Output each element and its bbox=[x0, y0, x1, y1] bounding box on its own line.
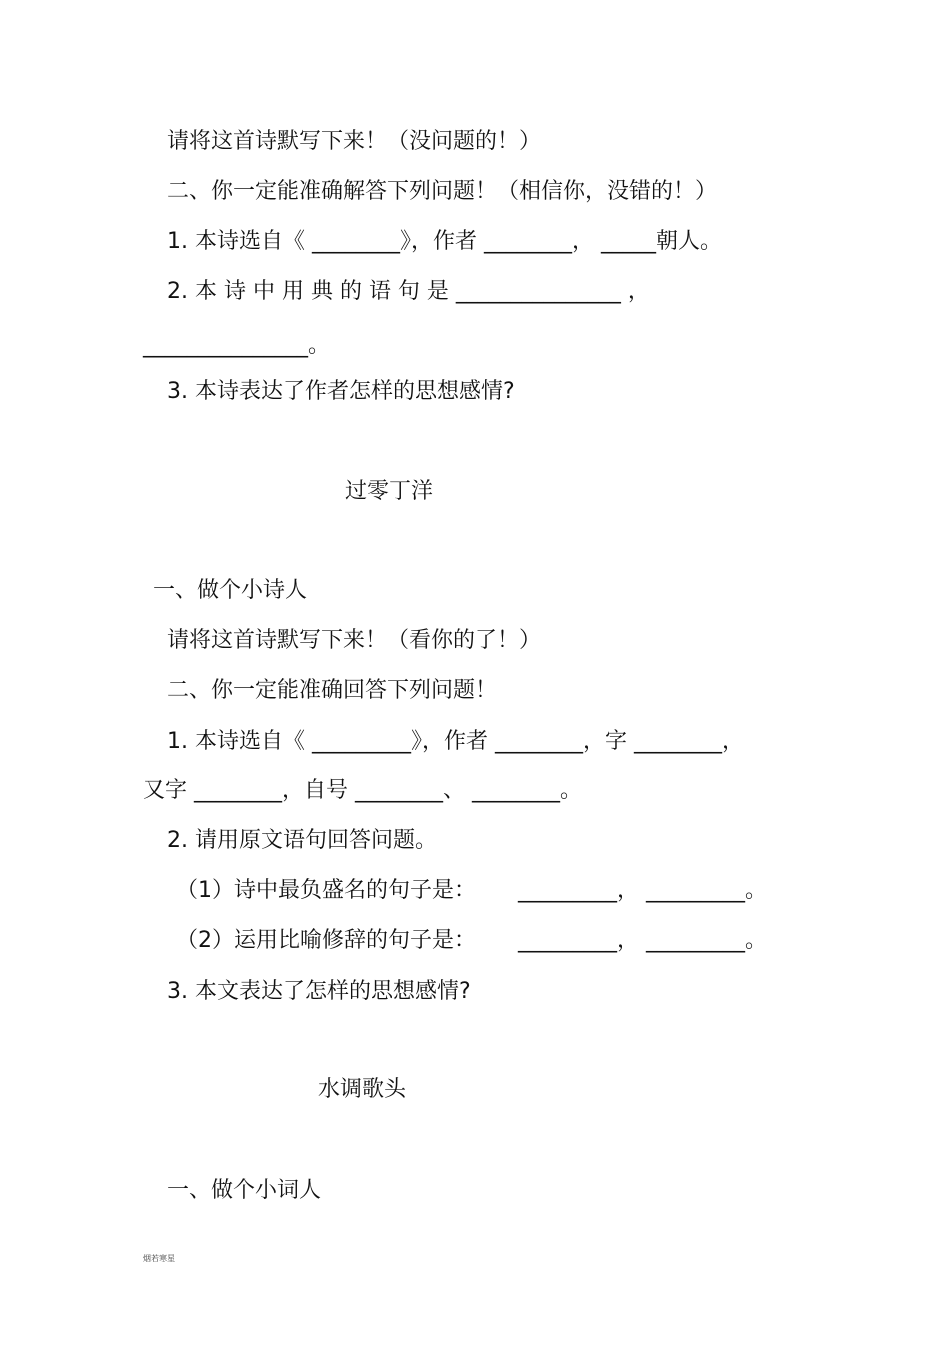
question-3-feelings: 3. 本诗表达了作者怎样的思想感情? bbox=[167, 379, 515, 404]
question-1-source-2-cont: 又字 ________，自号 ________、 ________。 bbox=[143, 778, 582, 803]
part1-heading-3: 一、做个小词人 bbox=[167, 1178, 322, 1203]
question-2-sub-1: （1）诗中最负盛名的句子是： _________， _________。 bbox=[176, 878, 767, 903]
question-1-source: 1. 本诗选自《 ________》，作者 ________， _____朝人。 bbox=[167, 229, 722, 254]
part2-heading-1: 二、你一定能准确解答下列问题！（相信你，没错的！） bbox=[167, 179, 718, 204]
question-2-allusion: 2. 本 诗 中 用 典 的 语 句 是 _______________ ， bbox=[167, 279, 650, 304]
part1-heading-2: 一、做个小诗人 bbox=[153, 578, 308, 603]
recite-instruction-2: 请将这首诗默写下来！（看你的了！） bbox=[167, 628, 542, 653]
question-2-allusion-cont: _______________。 bbox=[143, 333, 331, 358]
question-2-sub-2: （2）运用比喻修辞的句子是： _________， _________。 bbox=[176, 928, 767, 953]
part2-heading-2: 二、你一定能准确回答下列问题！ bbox=[167, 678, 498, 703]
recite-instruction-1: 请将这首诗默写下来！（没问题的！） bbox=[167, 129, 542, 154]
question-1-source-2: 1. 本诗选自《 _________》，作者 ________，字 ________， bbox=[167, 729, 744, 754]
question-3-feelings-2: 3. 本文表达了怎样的思想感情? bbox=[167, 979, 471, 1004]
question-2-original-text: 2. 请用原文语句回答问题。 bbox=[167, 828, 437, 853]
footer-watermark: 烟若寒星 bbox=[143, 1254, 175, 1263]
poem-title-shuidiaogetou: 水调歌头 bbox=[318, 1077, 407, 1102]
poem-title-guolingdingyang: 过零丁洋 bbox=[345, 479, 434, 504]
